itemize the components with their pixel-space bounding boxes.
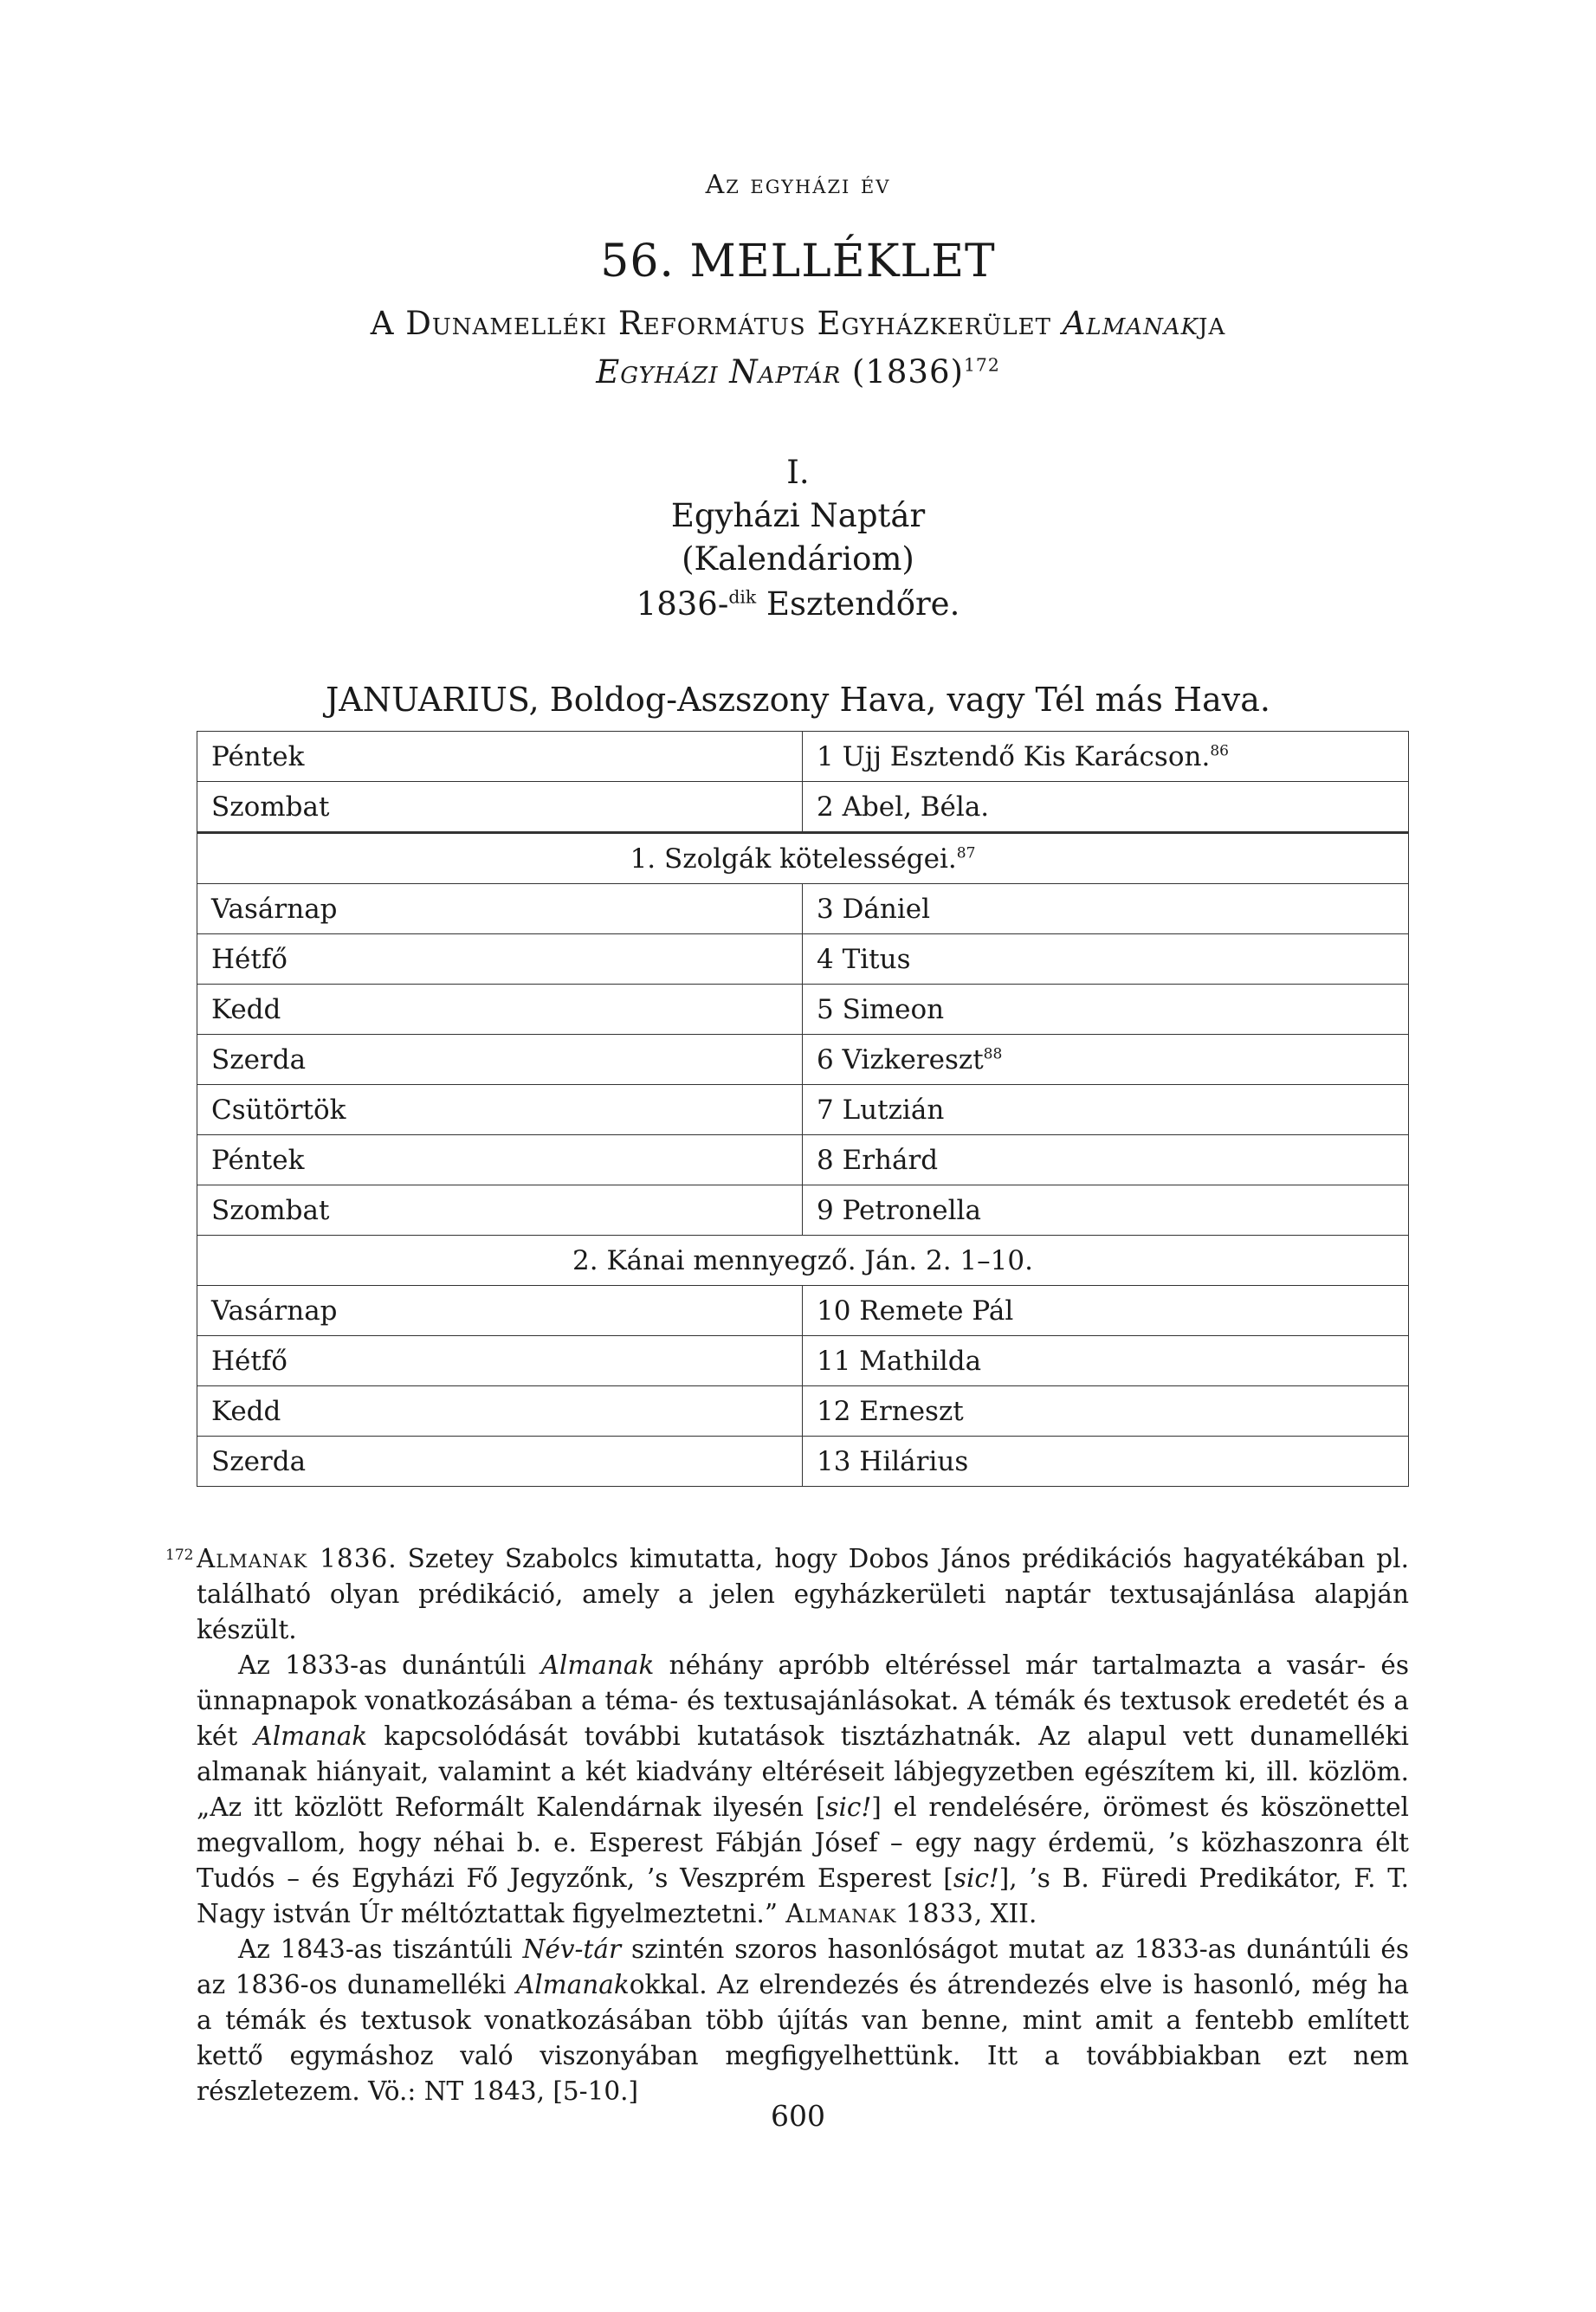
week-theme-cell: [197, 833, 1409, 884]
table-row: [197, 1286, 1409, 1336]
footnote-block: [165, 1541, 1409, 2109]
entry-cell: 3 Dániel: [803, 884, 1409, 934]
footnote-ref: 86: [1210, 742, 1229, 760]
footnote-text: kapcsolódását további kutatások tisztázhatnák. Az alapul vett dunamelléki almanak hiányait, valamint a két kiadvány eltéréseit lábjegyzetben egészítem ki, ill. közlöm. „Az itt közlött Reformált Kalendárnak ilyesén [: [197, 1721, 1409, 1822]
footnote-text: néhány apróbb eltéréssel már tartalmazta a vasár- és ünnapnapok vonatkozásában a téma- és textusajánlásokat. A témák és textusok eredetét és a két: [197, 1650, 1409, 1751]
day-cell: Péntek: [197, 732, 803, 782]
footnote-text: ] el rendelésére, örömest és köszönettel megvallom, hogy néhai b. e. Esperest Fábján Jósef – egy nagy érdemü, ’s közhaszonra élt Tudós – és Egyházi Fő Jegyzőnk, ’s Veszprém Esperest [: [197, 1792, 1409, 1893]
day-cell: Hétfő: [197, 1336, 803, 1386]
footnote-italic: sic!: [825, 1792, 872, 1822]
table-row: [197, 1135, 1409, 1185]
table-section-row: [197, 1236, 1409, 1286]
entry-cell: [803, 1035, 1409, 1085]
day-cell: Csütörtök: [197, 1085, 803, 1135]
entry-cell: 10 Remete Pál: [803, 1286, 1409, 1336]
entry-cell: [803, 732, 1409, 782]
footnote-number: 172: [165, 1547, 194, 1564]
entry-cell: 7 Lutzián: [803, 1085, 1409, 1135]
subtitle-naptar-italic: Egyházi Naptár: [596, 353, 842, 391]
day-cell: Kedd: [197, 1386, 803, 1437]
day-cell: Péntek: [197, 1135, 803, 1185]
entry-cell: 4 Titus: [803, 934, 1409, 985]
table-row: [197, 1336, 1409, 1386]
subtitle-suffix: ja: [1199, 305, 1226, 342]
section-roman-numeral: I.: [786, 454, 810, 491]
footnote-text: ], ’s B. Füredi Predikátor, F. T. Nagy istván Úr méltóztattak figyelmeztetni.”: [197, 1863, 1409, 1928]
entry-cell: 11 Mathilda: [803, 1336, 1409, 1386]
day-cell: Szombat: [197, 1185, 803, 1236]
day-cell: Szerda: [197, 1035, 803, 1085]
day-cell: Vasárnap: [197, 884, 803, 934]
entry-cell: 13 Hilárius: [803, 1437, 1409, 1487]
footnote-text: szintén szoros hasonlóságot mutat az 1833-as dunántúli és az 1836-os dunamelléki: [197, 1934, 1409, 1999]
entry-cell: 2 Abel, Béla.: [803, 782, 1409, 833]
table-row: [197, 782, 1409, 833]
footnote-paragraph-3: [197, 1932, 1409, 2109]
footnote-paragraph-2: [197, 1648, 1409, 1932]
day-cell: Szerda: [197, 1437, 803, 1487]
footnote-text: Az 1833-as dunántúli: [238, 1650, 541, 1680]
entry-text: 6 Vizkereszt: [817, 1043, 984, 1075]
year-prefix: 1836-: [636, 585, 729, 623]
table-row: [197, 985, 1409, 1035]
table-row: [197, 1185, 1409, 1236]
entry-cell: 9 Petronella: [803, 1185, 1409, 1236]
week-theme-cell: 2. Kánai mennyegző. Ján. 2. 1–10.: [197, 1236, 1409, 1286]
table-row: [197, 934, 1409, 985]
table-row: [197, 1386, 1409, 1437]
entry-cell: 12 Erneszt: [803, 1386, 1409, 1437]
subtitle-prefix: A Dunamelléki Református Egyházkerület: [370, 305, 1063, 342]
subtitle-year: (1836): [841, 353, 964, 391]
entry-text: 1 Ujj Esztendő Kis Karácson.: [817, 740, 1211, 772]
section-heading-year: [0, 585, 1596, 623]
month-heading: JANUARIUS, Boldog-Aszszony Hava, vagy Tél más Hava.: [326, 681, 1270, 719]
week-theme-text: 1. Szolgák kötelességei.: [630, 843, 957, 875]
footnote-ref: 88: [983, 1045, 1003, 1063]
footnote-italic: Almanak: [515, 1970, 630, 1999]
section-heading-kalendarium: (Kalendáriom): [682, 540, 914, 578]
footnote-text: okkal. Az elrendezés és átrendezés elve is hasonló, még ha a témák és textusok vonatkozásában több újítás van benne, mint amit a fentebb említett kettő egymáshoz való viszonyában megfigyelhettünk. Itt a továbbiakban ezt nem részletezem. Vö.: NT 1843, [5-10.]: [197, 1970, 1409, 2106]
footnote-paragraph-1: [197, 1541, 1409, 1648]
footnote-ref: 87: [956, 844, 976, 862]
day-cell: Kedd: [197, 985, 803, 1035]
calendar-table: [197, 731, 1409, 1487]
footnote-source-ref: Almanak 1836: [197, 1544, 389, 1573]
day-cell: Szombat: [197, 782, 803, 833]
footnote-text: , XII.: [973, 1899, 1037, 1928]
year-suffix: Esztendőre.: [756, 585, 960, 623]
footnote-text: . Szetey Szabolcs kimutatta, hogy Dobos János prédikációs hagyatékában pl. található olyan prédikáció, amely a jelen egyházkerületi naptár textusajánlása alapján készült.: [197, 1544, 1409, 1644]
day-cell: Vasárnap: [197, 1286, 803, 1336]
entry-cell: 8 Erhárd: [803, 1135, 1409, 1185]
day-cell: Hétfő: [197, 934, 803, 985]
footnote-source-ref: Almanak 1833: [785, 1899, 974, 1928]
table-row: [197, 884, 1409, 934]
footnote-text: Az 1843-as tiszántúli: [238, 1934, 523, 1964]
footnote-italic: Név-tár: [522, 1934, 622, 1964]
entry-cell: 5 Simeon: [803, 985, 1409, 1035]
year-sup: dik: [728, 586, 757, 608]
footnote-italic: sic!: [953, 1863, 999, 1893]
page-number: 600: [771, 2099, 825, 2133]
table-row: [197, 732, 1409, 782]
appendix-title: 56. MELLÉKLET: [600, 236, 996, 287]
table-section-row: [197, 833, 1409, 884]
section-heading-naptar: Egyházi Naptár: [670, 497, 926, 534]
subtitle-italic: Almanak: [1062, 305, 1199, 342]
footnote-italic: Almanak: [540, 1650, 655, 1680]
table-row: [197, 1035, 1409, 1085]
subtitle-line-1: [0, 305, 1596, 342]
footnote-italic: Almanak: [254, 1721, 368, 1751]
running-head: Az egyházi év: [705, 170, 891, 200]
table-row: [197, 1437, 1409, 1487]
subtitle-line-2: [0, 353, 1596, 391]
table-row: [197, 1085, 1409, 1135]
footnote-ref-172: 172: [963, 354, 1000, 376]
